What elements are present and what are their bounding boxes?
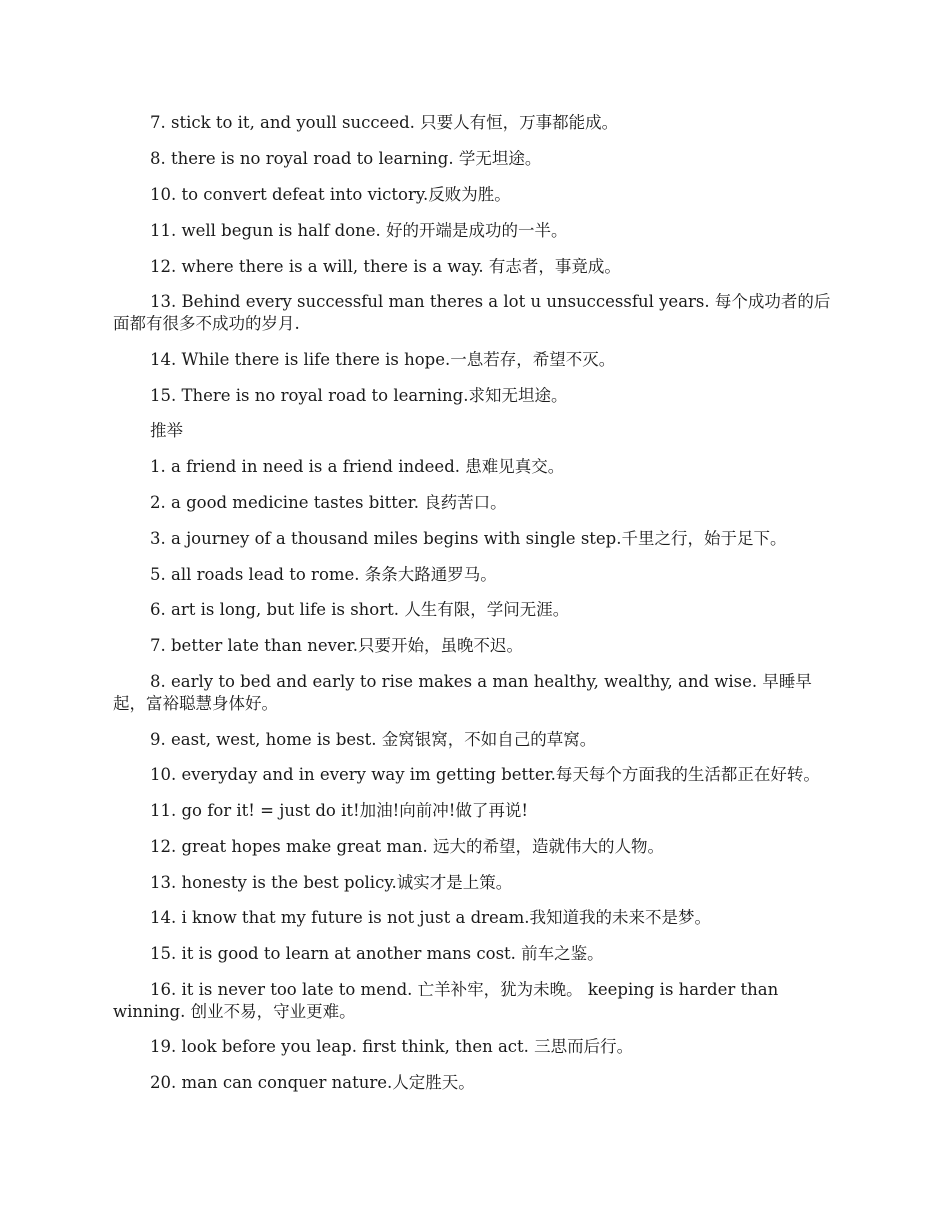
paragraph: 14. i know that my future is not just a dream.我知道我的未来不是梦。	[150, 908, 712, 927]
paragraph: 6. art is long, but life is short. 人生有限，学问无涯。	[150, 600, 570, 619]
paragraph: 15. it is good to learn at another mans cost. 前车之鉴。	[150, 944, 604, 963]
section-heading: 推举	[150, 421, 183, 440]
paragraph: 5. all roads lead to rome. 条条大路通罗马。	[150, 565, 497, 584]
paragraph: 7. better late than never.只要开始，虽晚不迟。	[150, 636, 523, 655]
paragraph: 12. great hopes make great man. 远大的希望，造就伟大的人物。	[150, 837, 665, 856]
paragraph: 10. everyday and in every way im getting better.每天每个方面我的生活都正在好转。	[150, 765, 820, 784]
paragraph: 15. There is no royal road to learning.求知无坦途。	[150, 386, 568, 405]
paragraph: 8. there is no royal road to learning. 学无坦途。	[150, 149, 542, 168]
paragraph: 11. well begun is half done. 好的开端是成功的一半。	[150, 221, 568, 240]
paragraph: 3. a journey of a thousand miles begins with single step.千里之行，始于足下。	[150, 529, 787, 548]
paragraph: 19. look before you leap. first think, then act. 三思而后行。	[150, 1037, 634, 1056]
paragraph: 20. man can conquer nature.人定胜天。	[150, 1073, 475, 1092]
paragraph: 8. early to bed and early to rise makes a man healthy, wealthy, and wise. 早睡早起，富裕聪慧身体好。	[113, 672, 812, 713]
paragraph: 11. go for it! = just do it!加油!向前冲!做了再说!	[150, 801, 529, 820]
paragraph: 12. where there is a will, there is a way. 有志者，事竟成。	[150, 257, 621, 276]
paragraph: 2. a good medicine tastes bitter. 良药苦口。	[150, 493, 507, 512]
paragraph: 9. east, west, home is best. 金窝银窝，不如自己的草窝。	[150, 730, 597, 749]
paragraph: 13. Behind every successful man theres a lot u unsuccessful years. 每个成功者的后面都有很多不成功的岁月.	[113, 292, 831, 333]
paragraph: 13. honesty is the best policy.诚实才是上策。	[150, 873, 513, 892]
paragraph: 16. it is never too late to mend. 亡羊补牢，犹为未晚。 keeping is harder than winning. 创业不易，守业更难。	[113, 980, 779, 1021]
paragraph: 10. to convert defeat into victory.反败为胜。	[150, 185, 511, 204]
paragraph: 7. stick to it, and youll succeed. 只要人有恒，万事都能成。	[150, 113, 619, 132]
paragraph: 1. a friend in need is a friend indeed. 患难见真交。	[150, 457, 565, 476]
paragraph: 14. While there is life there is hope.一息若存，希望不灭。	[150, 350, 616, 369]
